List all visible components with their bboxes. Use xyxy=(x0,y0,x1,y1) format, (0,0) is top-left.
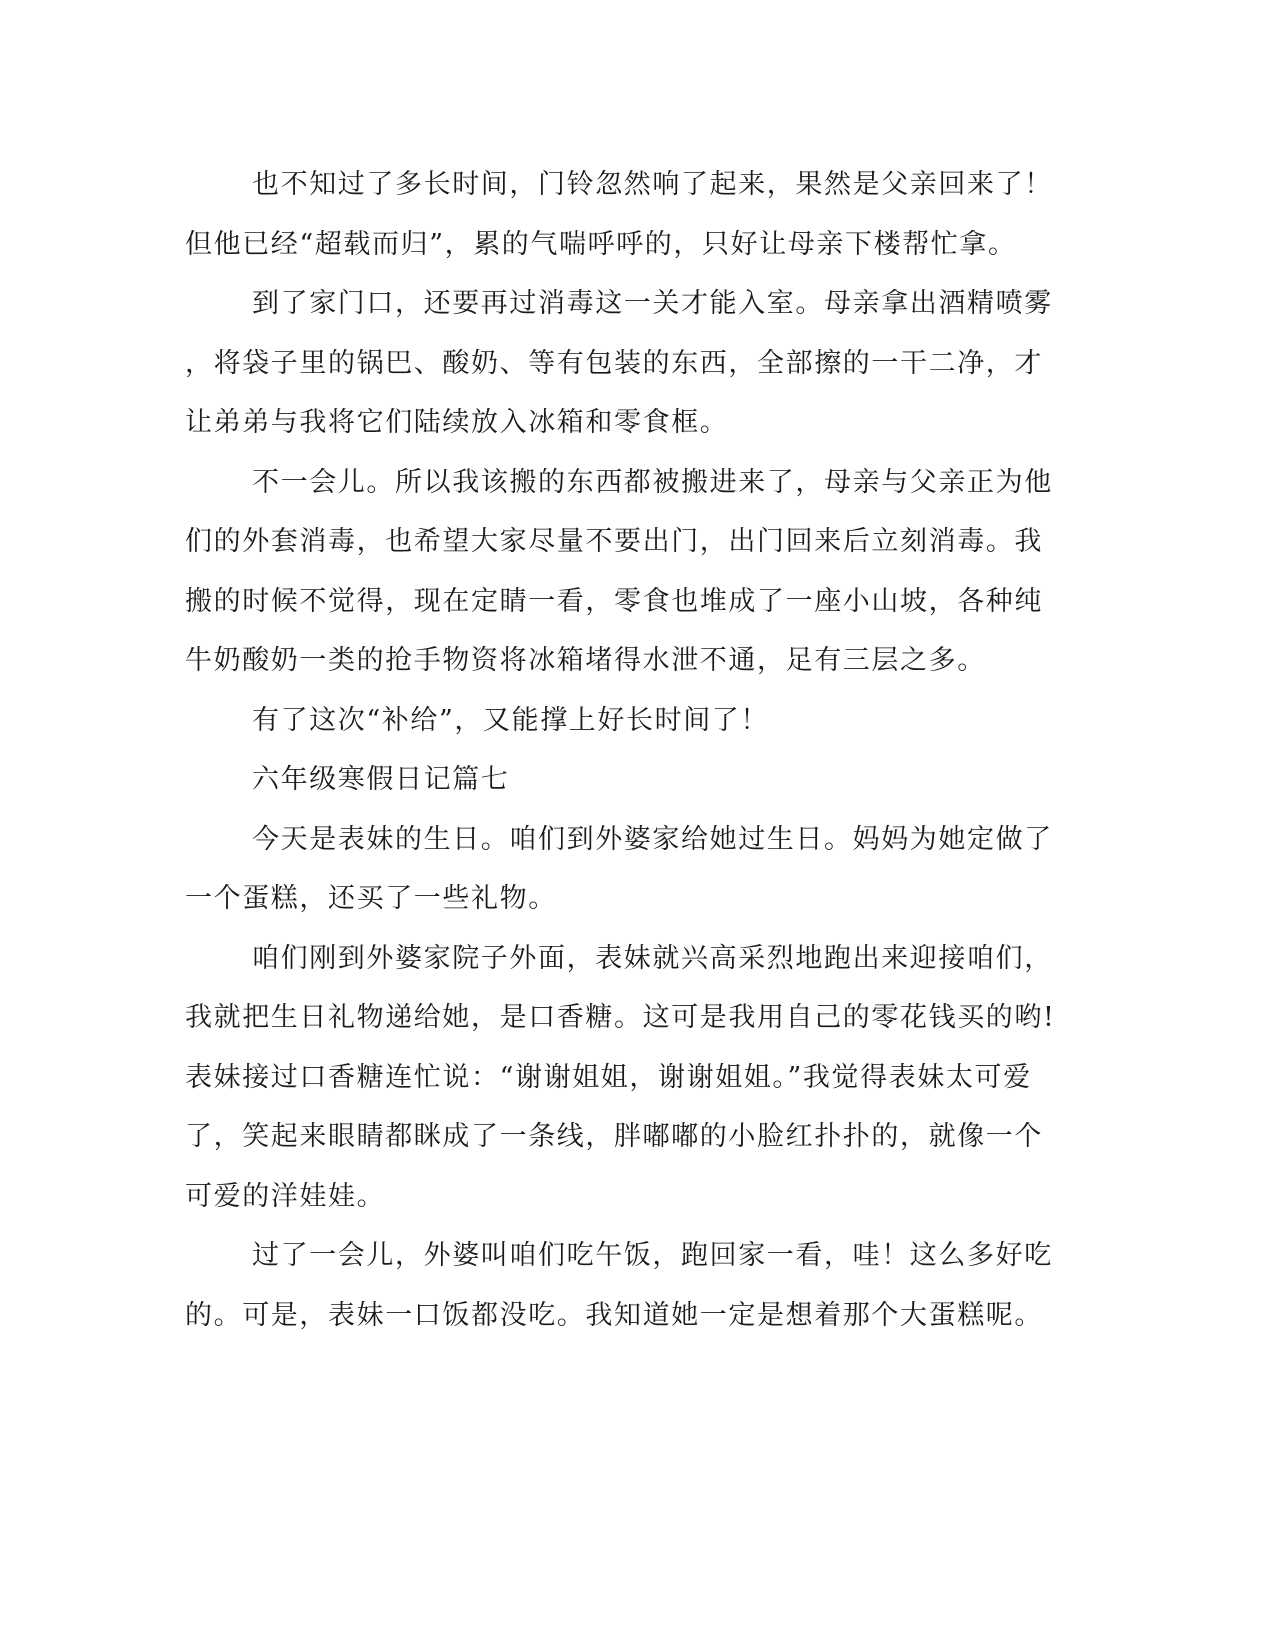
text-line: 们的外套消毒，也希望大家尽量不要出门，出门回来后立刻消毒。我 xyxy=(185,526,1043,557)
text-line: 表妹接过口香糖连忙说：“谢谢姐姐，谢谢姐姐。”我觉得表妹太可爱 xyxy=(185,1061,1032,1093)
document-body xyxy=(185,155,1075,1345)
text-line: 让弟弟与我将它们陆续放入冰箱和零食框。 xyxy=(185,407,729,438)
text-line: 我就把生日礼物递给她，是口香糖。这可是我用自己的零花钱买的哟! xyxy=(185,1002,1056,1033)
text-line: 过了一会儿，外婆叫咱们吃午饭，跑回家一看，哇！这么多好吃 xyxy=(252,1240,1053,1271)
text-line: 但他已经“超载而归”，累的气喘呼呼的，只好让母亲下楼帮忙拿。 xyxy=(185,228,1017,260)
text-line: 可爱的洋娃娃。 xyxy=(185,1180,386,1212)
text-line: 六年级寒假日记篇七 xyxy=(252,764,510,795)
text-line: 到了家门口，还要再过消毒这一关才能入室。母亲拿出酒精喷雾 xyxy=(252,288,1053,319)
text-line: 有了这次“补给”，又能撑上好长时间了！ xyxy=(252,704,770,736)
text-line: 不一会儿。所以我该搬的东西都被搬进来了，母亲与父亲正为他 xyxy=(252,466,1053,498)
text-line: 今天是表妹的生日。咱们到外婆家给她过生日。妈妈为她定做了 xyxy=(252,823,1053,855)
text-line: 也不知过了多长时间，门铃忽然响了起来，果然是父亲回来了！ xyxy=(252,169,1053,200)
paragraph xyxy=(185,155,1075,274)
paragraph xyxy=(185,929,1075,1227)
section-heading xyxy=(185,750,1075,810)
paragraph xyxy=(185,453,1075,691)
text-line: 牛奶酸奶一类的抢手物资将冰箱堵得水泄不通，足有三层之多。 xyxy=(185,645,986,676)
text-line: 的。可是，表妹一口饭都没吃。我知道她一定是想着那个大蛋糕呢。 xyxy=(185,1299,1043,1331)
paragraph xyxy=(185,1226,1075,1345)
paragraph xyxy=(185,691,1075,751)
paragraph xyxy=(185,274,1075,453)
text-line: 了，笑起来眼睛都眯成了一条线，胖嘟嘟的小脸红扑扑的，就像一个 xyxy=(185,1121,1043,1152)
text-line: 搬的时候不觉得，现在定睛一看，零食也堆成了一座小山坡，各种纯 xyxy=(185,585,1043,617)
text-line: ，将袋子里的锅巴、酸奶、等有包装的东西，全部擦的一干二净，才 xyxy=(185,347,1043,379)
paragraph xyxy=(185,810,1075,929)
text-line: 一个蛋糕，还买了一些礼物。 xyxy=(185,883,557,914)
text-line: 咱们刚到外婆家院子外面，表妹就兴高采烈地跑出来迎接咱们， xyxy=(252,942,1053,974)
